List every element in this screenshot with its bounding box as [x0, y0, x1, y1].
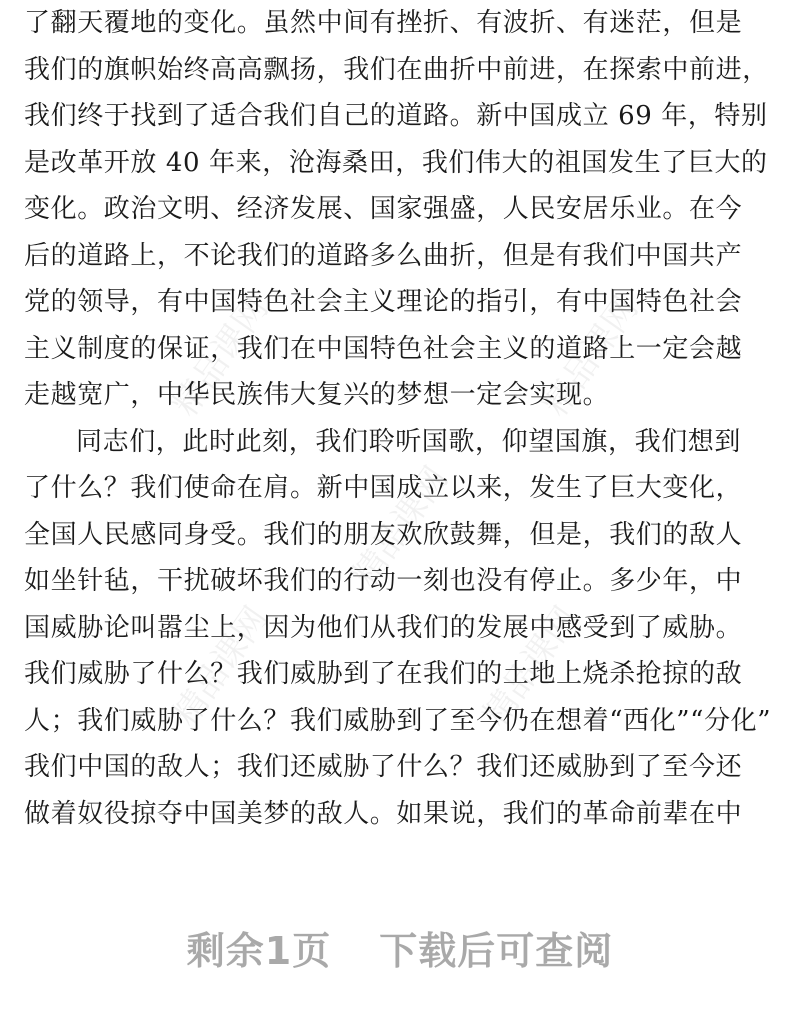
text-line: 做着奴役掠夺中国美梦的敌人。如果说，我们的革命前辈在中 — [24, 798, 743, 829]
text-line: 我们的旗帜始终高高飘扬，我们在曲折中前进，在探索中前进， — [24, 54, 769, 85]
text-line: 如坐针毡，干扰破坏我们的行动一刻也没有停止。多少年，中 — [24, 566, 743, 596]
download-prompt[interactable] — [0, 920, 800, 975]
text-line: 了什么？我们使命在肩。新中国成立以来，发生了巨大变化， — [24, 473, 743, 503]
text-line: 了翻天覆地的变化。虽然中间有挫折、有波折、有迷茫，但是 — [24, 8, 743, 38]
text-line: 国威胁论叫嚣尘上，因为他们从我们的发展中感受到了威胁。 — [24, 612, 743, 643]
text-line: 我们终于找到了适合我们自己的道路。新中国成立 69 年，特别 — [24, 101, 768, 131]
watermark: 精品课网 — [475, 599, 587, 734]
text-line: 人；我们威胁了什么？我们威胁到了至今仍在想着“西化”“分化” — [24, 705, 772, 736]
text-line: 全国人民感同身受。我们的朋友欢欣鼓舞，但是，我们的敌人 — [24, 519, 743, 550]
text-line: 我们威胁了什么？我们威胁到了在我们的土地上烧杀抢掠的敌 — [24, 659, 743, 689]
text-line: 主义制度的保证，我们在中国特色社会主义的道路上一定会越 — [24, 333, 743, 364]
text-line: 我们中国的敌人；我们还威胁了什么？我们还威胁到了至今还 — [24, 752, 743, 782]
text-line: 走越宽广，中华民族伟大复兴的梦想一定会实现。 — [24, 380, 610, 410]
watermark: 精品课网 — [165, 289, 277, 424]
watermark: 精品课网 — [535, 289, 647, 424]
text-line: 后的道路上，不论我们的道路多么曲折，但是有我们中国共产 — [24, 240, 743, 271]
text-line: 党的领导，有中国特色社会主义理论的指引，有中国特色社会 — [24, 287, 743, 317]
text-line: 是改革开放 40 年来，沧海桑田，我们伟大的祖国发生了巨大的 — [24, 147, 768, 178]
download-hint-label: 下载后可查阅 — [379, 929, 614, 973]
watermark: 精品课网 — [345, 459, 457, 594]
watermark: 精品课网 — [165, 599, 277, 734]
remaining-pages-label: 剩余1页 — [186, 929, 332, 973]
body-text — [24, 0, 784, 837]
text-line: 变化。政治文明、经济发展、国家强盛，人民安居乐业。在今 — [24, 194, 743, 224]
paragraph-start-line: 同志们，此时此刻，我们聆听国歌，仰望国旗，我们想到 — [76, 426, 742, 457]
